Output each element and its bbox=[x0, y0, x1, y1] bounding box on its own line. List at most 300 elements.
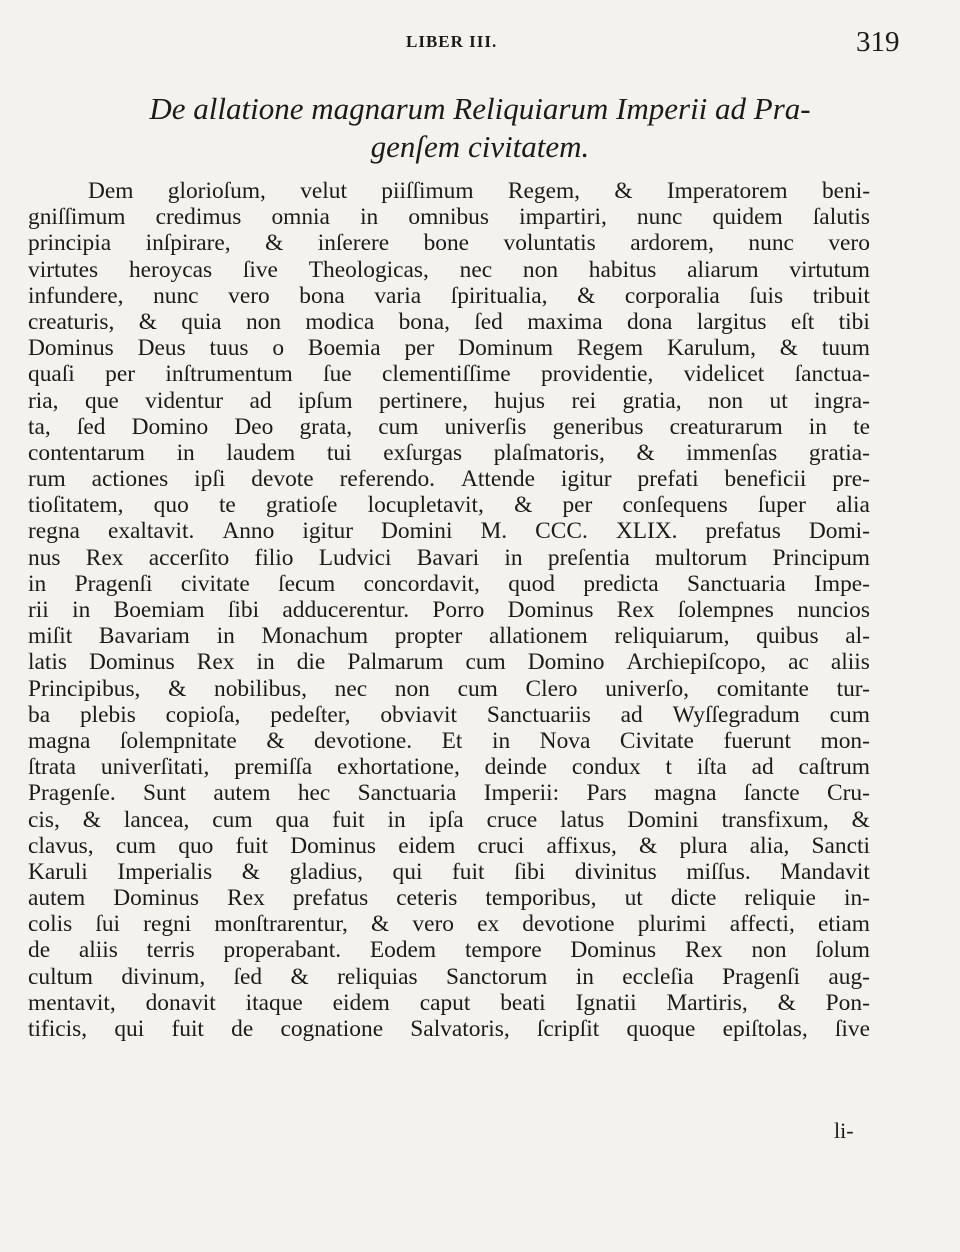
word: mentavit, bbox=[28, 989, 116, 1016]
word: Cru- bbox=[827, 780, 870, 807]
word: per bbox=[562, 492, 593, 519]
word: Dominum bbox=[458, 335, 554, 362]
word: Deo bbox=[234, 413, 274, 440]
word: ſolempnes bbox=[677, 597, 774, 623]
word: te bbox=[218, 492, 236, 519]
text-line bbox=[28, 178, 870, 204]
word: beni- bbox=[821, 178, 870, 204]
word: Impe- bbox=[814, 570, 870, 597]
word: plura bbox=[679, 832, 728, 859]
text-line bbox=[28, 361, 870, 387]
word: preſentia bbox=[547, 544, 630, 571]
word: eſt bbox=[790, 308, 815, 335]
word: colis bbox=[28, 911, 73, 938]
word: t bbox=[665, 754, 673, 781]
word: affixus, bbox=[546, 832, 617, 859]
word: ſtrata bbox=[28, 754, 77, 781]
word: Karulum, bbox=[666, 335, 756, 362]
word: non bbox=[708, 387, 744, 414]
word: obviavit bbox=[380, 701, 457, 728]
word: pre- bbox=[832, 466, 870, 493]
word: aliis bbox=[78, 937, 118, 964]
word: & bbox=[265, 230, 284, 257]
word: univerſis bbox=[444, 413, 527, 440]
word: ſecum bbox=[278, 570, 336, 597]
word: Anno bbox=[222, 518, 275, 545]
word: exſurgas bbox=[383, 439, 463, 466]
word: beneficii bbox=[724, 466, 807, 493]
title-line: De allatione magnarum Reliquiarum Imperii ad Pra- bbox=[149, 91, 811, 126]
word: ſolum bbox=[815, 937, 870, 964]
word: ipſi bbox=[194, 466, 226, 493]
word: predicta bbox=[583, 570, 659, 597]
word: prefatus bbox=[705, 518, 781, 545]
word: de bbox=[28, 937, 51, 964]
word: qua bbox=[275, 806, 310, 833]
word: gniſſimum bbox=[28, 204, 126, 231]
word: Theologicas, bbox=[308, 256, 429, 283]
text-line bbox=[28, 257, 870, 283]
word: Ludvici bbox=[318, 544, 392, 571]
word: & bbox=[851, 806, 870, 833]
running-title: LIBER III. bbox=[406, 32, 498, 51]
word: impartiri, bbox=[519, 204, 607, 231]
text-line bbox=[28, 780, 870, 806]
word: ſed bbox=[474, 308, 503, 335]
word: Dominus bbox=[89, 649, 175, 676]
word: reliquiarum, bbox=[614, 623, 730, 650]
word: de bbox=[231, 1016, 254, 1042]
word: quoque bbox=[626, 1016, 696, 1042]
word: prefati bbox=[637, 466, 699, 493]
word: ingra- bbox=[814, 387, 870, 414]
text-line bbox=[28, 388, 870, 414]
word: gladius, bbox=[289, 858, 363, 885]
word: filio bbox=[254, 544, 294, 571]
text-line bbox=[28, 518, 870, 544]
word: alia, bbox=[749, 832, 790, 859]
word: nobilibus, bbox=[214, 675, 307, 702]
word: gratia, bbox=[622, 387, 682, 414]
text-line bbox=[28, 885, 870, 911]
word: velut bbox=[300, 178, 347, 204]
word: igitur bbox=[302, 518, 354, 545]
word: univerſitati, bbox=[100, 754, 210, 781]
word: inſtrumentum bbox=[165, 361, 293, 388]
word: nec bbox=[334, 675, 368, 702]
word: nus bbox=[28, 544, 61, 571]
word: qui bbox=[114, 1016, 145, 1042]
word: in bbox=[504, 544, 523, 571]
word: terris bbox=[146, 937, 195, 964]
word: epiſtolas, bbox=[722, 1016, 808, 1042]
word: Imperii: bbox=[483, 780, 560, 807]
word: vero bbox=[228, 282, 270, 309]
word: varia bbox=[374, 282, 422, 309]
word: ardorem, bbox=[630, 230, 714, 257]
word: devotione bbox=[522, 911, 615, 938]
word: omnia bbox=[271, 204, 330, 231]
word: aliis bbox=[830, 649, 870, 676]
word: gratia- bbox=[808, 439, 870, 466]
text-line bbox=[28, 440, 870, 466]
word: caſtrum bbox=[798, 754, 870, 781]
word: fuit bbox=[332, 806, 365, 833]
word: in bbox=[256, 649, 275, 676]
word: tempore bbox=[464, 937, 542, 964]
title-line: genſem civitatem. bbox=[370, 129, 590, 164]
word: rii bbox=[28, 597, 49, 623]
word: tificis, bbox=[28, 1016, 88, 1042]
word: Principum bbox=[772, 544, 870, 571]
word: ad bbox=[249, 387, 272, 414]
word: aug- bbox=[828, 963, 870, 990]
word: M. bbox=[480, 518, 508, 545]
word: eccleſia bbox=[622, 963, 694, 990]
word: Et bbox=[441, 727, 463, 754]
word: hec bbox=[297, 780, 331, 807]
word: largitus bbox=[696, 308, 767, 335]
word: maxima bbox=[527, 308, 603, 335]
word: ſcripſit bbox=[536, 1016, 600, 1042]
word: Pragenſi bbox=[722, 963, 801, 990]
word: in- bbox=[843, 885, 870, 912]
word: prefatus bbox=[292, 885, 369, 912]
word: fuit bbox=[171, 1016, 204, 1042]
word: civitate bbox=[180, 570, 250, 597]
word: tur- bbox=[836, 675, 870, 702]
word: comitante bbox=[716, 675, 809, 702]
word: in bbox=[72, 597, 91, 623]
text-line bbox=[28, 545, 870, 571]
word: credimus bbox=[155, 204, 242, 231]
word: generibus bbox=[552, 413, 644, 440]
word: & bbox=[241, 858, 260, 885]
word: Domino bbox=[131, 413, 209, 440]
word: tioſitatem, bbox=[28, 492, 124, 519]
word: divinum, bbox=[121, 963, 206, 990]
word: XLIX. bbox=[615, 518, 678, 545]
text-line bbox=[28, 571, 870, 597]
word: ex bbox=[477, 911, 500, 938]
word: properabant. bbox=[223, 937, 342, 964]
word: Dominus bbox=[28, 335, 114, 362]
word: Dominus bbox=[570, 937, 657, 964]
word: univerſo, bbox=[605, 675, 689, 702]
word: creaturis, bbox=[28, 308, 115, 335]
text-line bbox=[28, 833, 870, 859]
word: Sanctuaria bbox=[687, 570, 786, 597]
word: Boemia bbox=[307, 335, 381, 362]
word: tuus bbox=[209, 335, 249, 362]
word: latus bbox=[560, 806, 605, 833]
word: Pon- bbox=[825, 989, 870, 1016]
word: & bbox=[777, 989, 796, 1016]
word: latis bbox=[28, 649, 67, 676]
word: glorioſum, bbox=[167, 178, 266, 204]
word: & bbox=[639, 832, 658, 859]
word: Boemiam bbox=[113, 597, 205, 623]
word: plebis bbox=[79, 701, 136, 728]
word: ad bbox=[751, 754, 774, 781]
word: cruci bbox=[477, 832, 525, 859]
word: reliquie bbox=[744, 885, 816, 912]
word: actiones bbox=[91, 466, 169, 493]
word: Imperialis bbox=[117, 858, 213, 885]
word: accerſito bbox=[148, 544, 230, 571]
word: etiam bbox=[818, 911, 870, 938]
word: bona, bbox=[398, 308, 450, 335]
word: nunc bbox=[153, 282, 199, 309]
word: Domi- bbox=[808, 518, 870, 545]
word: Principibus, bbox=[28, 675, 141, 702]
word: Pragenſe. bbox=[28, 780, 116, 807]
word: Eodem bbox=[369, 937, 437, 964]
text-line bbox=[28, 1016, 870, 1042]
word: & bbox=[636, 439, 655, 466]
word: modica bbox=[305, 308, 375, 335]
word: quo bbox=[178, 832, 214, 859]
word: dicte bbox=[670, 885, 717, 912]
word: regni bbox=[143, 911, 192, 938]
word: ad bbox=[620, 701, 643, 728]
word: Archiepiſcopo, bbox=[626, 649, 767, 676]
text-line bbox=[28, 623, 870, 649]
word: miſſus. bbox=[686, 858, 751, 885]
word: condux bbox=[571, 754, 641, 781]
word: in bbox=[360, 204, 379, 231]
word: regna bbox=[28, 518, 80, 545]
word: & bbox=[614, 178, 633, 204]
word: CCC. bbox=[535, 518, 588, 545]
word: Dominus bbox=[507, 597, 594, 623]
text-line bbox=[28, 990, 870, 1016]
text-line bbox=[28, 702, 870, 728]
word: propter bbox=[394, 623, 463, 650]
word: referendo. bbox=[339, 466, 436, 493]
word: heroycas bbox=[128, 256, 213, 283]
word: vero bbox=[828, 230, 870, 257]
word: Deus bbox=[137, 335, 186, 362]
section-title bbox=[70, 90, 890, 166]
word: creaturarum bbox=[669, 413, 783, 440]
word: & bbox=[138, 308, 157, 335]
word: cum bbox=[378, 413, 419, 440]
word: cum bbox=[829, 701, 870, 728]
word: Rex bbox=[616, 597, 655, 623]
word: ſed bbox=[76, 413, 106, 440]
word: & bbox=[266, 727, 285, 754]
word: Imperatorem bbox=[666, 178, 788, 204]
word: copioſa, bbox=[165, 701, 241, 728]
word: & bbox=[82, 806, 101, 833]
word: rum bbox=[28, 466, 66, 493]
word: in bbox=[387, 806, 406, 833]
word: dona bbox=[626, 308, 673, 335]
word: cum bbox=[457, 675, 498, 702]
word: in bbox=[575, 963, 594, 990]
word: Wyſſegradum bbox=[672, 701, 800, 728]
text-line bbox=[28, 807, 870, 833]
word: Pars bbox=[586, 780, 627, 807]
word: nunc bbox=[748, 230, 794, 257]
word: cis, bbox=[28, 806, 60, 833]
word: exhortatione, bbox=[337, 754, 460, 781]
word: rei bbox=[571, 387, 597, 414]
word: ſolempnitate bbox=[119, 727, 237, 754]
word: ſpiritualia, bbox=[450, 282, 548, 309]
word: & bbox=[514, 492, 533, 519]
page-number: 319 bbox=[856, 26, 900, 58]
text-line bbox=[28, 911, 870, 937]
word: ſalutis bbox=[812, 204, 870, 231]
word: contentarum bbox=[28, 439, 145, 466]
body-text bbox=[28, 178, 870, 1042]
word: principia bbox=[28, 230, 112, 257]
word: ſanctua- bbox=[794, 361, 870, 388]
text-line bbox=[28, 859, 870, 885]
word: non bbox=[245, 308, 282, 335]
word: adducerentur. bbox=[282, 597, 410, 623]
text-line bbox=[28, 466, 870, 492]
text-line bbox=[28, 649, 870, 675]
word: ut bbox=[624, 885, 643, 912]
word: ipſum bbox=[297, 387, 353, 414]
word: cultum bbox=[28, 963, 93, 990]
word: ac bbox=[788, 649, 809, 676]
text-line bbox=[28, 309, 870, 335]
word: tui bbox=[326, 439, 352, 466]
word: tibi bbox=[838, 308, 870, 335]
word: Sancti bbox=[811, 832, 870, 859]
word: bone bbox=[423, 230, 470, 257]
word: Bavariam bbox=[98, 623, 190, 650]
word: Bavari bbox=[416, 544, 480, 571]
word: Regem, bbox=[507, 178, 580, 204]
word: transfixum, bbox=[721, 806, 829, 833]
word: Rex bbox=[196, 649, 235, 676]
word: reliquias bbox=[337, 963, 418, 990]
word: & bbox=[779, 335, 798, 362]
word: Rex bbox=[684, 937, 723, 964]
word: tuum bbox=[821, 335, 870, 362]
word: fuit bbox=[235, 832, 269, 859]
text-line bbox=[28, 283, 870, 309]
word: in bbox=[176, 439, 195, 466]
word: divinitus bbox=[574, 858, 657, 885]
word: Domini bbox=[627, 806, 699, 833]
word: Clero bbox=[525, 675, 578, 702]
word: in bbox=[808, 413, 827, 440]
word: & bbox=[290, 963, 309, 990]
word: Dominus bbox=[113, 885, 200, 912]
word: qui bbox=[392, 858, 423, 885]
text-line bbox=[28, 754, 870, 780]
word: Martiris, bbox=[666, 989, 748, 1016]
word: per bbox=[105, 361, 136, 388]
word: temporibus, bbox=[485, 885, 597, 912]
word: Sanctuaria bbox=[357, 780, 457, 807]
word: Domino bbox=[527, 649, 605, 676]
word: fuit bbox=[452, 858, 485, 885]
text-line bbox=[28, 335, 870, 361]
word: Sanctorum bbox=[446, 963, 548, 990]
word: Pragenſi bbox=[74, 570, 153, 597]
word: ſibi bbox=[227, 597, 260, 623]
word: voluntatis bbox=[503, 230, 596, 257]
word: plurimi bbox=[637, 911, 707, 938]
text-line bbox=[28, 964, 870, 990]
word: non bbox=[522, 256, 559, 283]
word: nec bbox=[459, 256, 493, 283]
word: devotione. bbox=[314, 727, 413, 754]
word: gratioſe bbox=[266, 492, 338, 519]
word: providentie, bbox=[540, 361, 654, 388]
word: concordavit, bbox=[363, 570, 480, 597]
word: non bbox=[394, 675, 430, 702]
word: donavit bbox=[145, 989, 216, 1016]
word: ſed bbox=[233, 963, 263, 990]
word: videlicet bbox=[683, 361, 765, 388]
word: & bbox=[168, 675, 187, 702]
word: caput bbox=[419, 989, 471, 1016]
word: vero bbox=[412, 911, 454, 938]
word: autem bbox=[28, 885, 86, 912]
word: virtutum bbox=[789, 256, 870, 283]
word: plaſmatoris, bbox=[493, 439, 605, 466]
text-line bbox=[28, 597, 870, 623]
word: grata, bbox=[299, 413, 353, 440]
word: ba bbox=[28, 701, 51, 728]
word: ta, bbox=[28, 413, 51, 440]
word: eidem bbox=[332, 989, 390, 1016]
word: cognatione bbox=[280, 1016, 384, 1042]
text-line bbox=[28, 414, 870, 440]
word: Civitate bbox=[619, 727, 694, 754]
word: per bbox=[404, 335, 435, 362]
word: Dem bbox=[88, 178, 134, 204]
word: Sunt bbox=[143, 780, 186, 807]
word: ceteris bbox=[396, 885, 458, 912]
word: premiſſa bbox=[234, 754, 313, 781]
word: deinde bbox=[484, 754, 547, 781]
word: habitus bbox=[588, 256, 657, 283]
word: in bbox=[216, 623, 235, 650]
word: Attende bbox=[460, 466, 535, 493]
word: quaſi bbox=[28, 361, 75, 388]
word: igitur bbox=[560, 466, 612, 493]
word: Karuli bbox=[28, 858, 88, 885]
word: virtutes bbox=[28, 256, 99, 283]
word: tribuit bbox=[812, 282, 870, 309]
word: nuncios bbox=[797, 597, 870, 623]
running-head bbox=[0, 26, 960, 62]
word: ſive bbox=[242, 256, 278, 283]
word: quia bbox=[181, 308, 222, 335]
word: nunc bbox=[636, 204, 683, 231]
word: cum bbox=[115, 832, 157, 859]
word: beati bbox=[500, 989, 546, 1016]
word: clementiſſime bbox=[382, 361, 511, 388]
word: quidem bbox=[712, 204, 783, 231]
word: cum bbox=[212, 806, 253, 833]
text-line bbox=[28, 728, 870, 754]
word: cum bbox=[465, 649, 506, 676]
word: ria, bbox=[28, 387, 59, 414]
word: bona bbox=[299, 282, 345, 309]
word: omnibus bbox=[408, 204, 489, 231]
word: immenſas bbox=[686, 439, 778, 466]
